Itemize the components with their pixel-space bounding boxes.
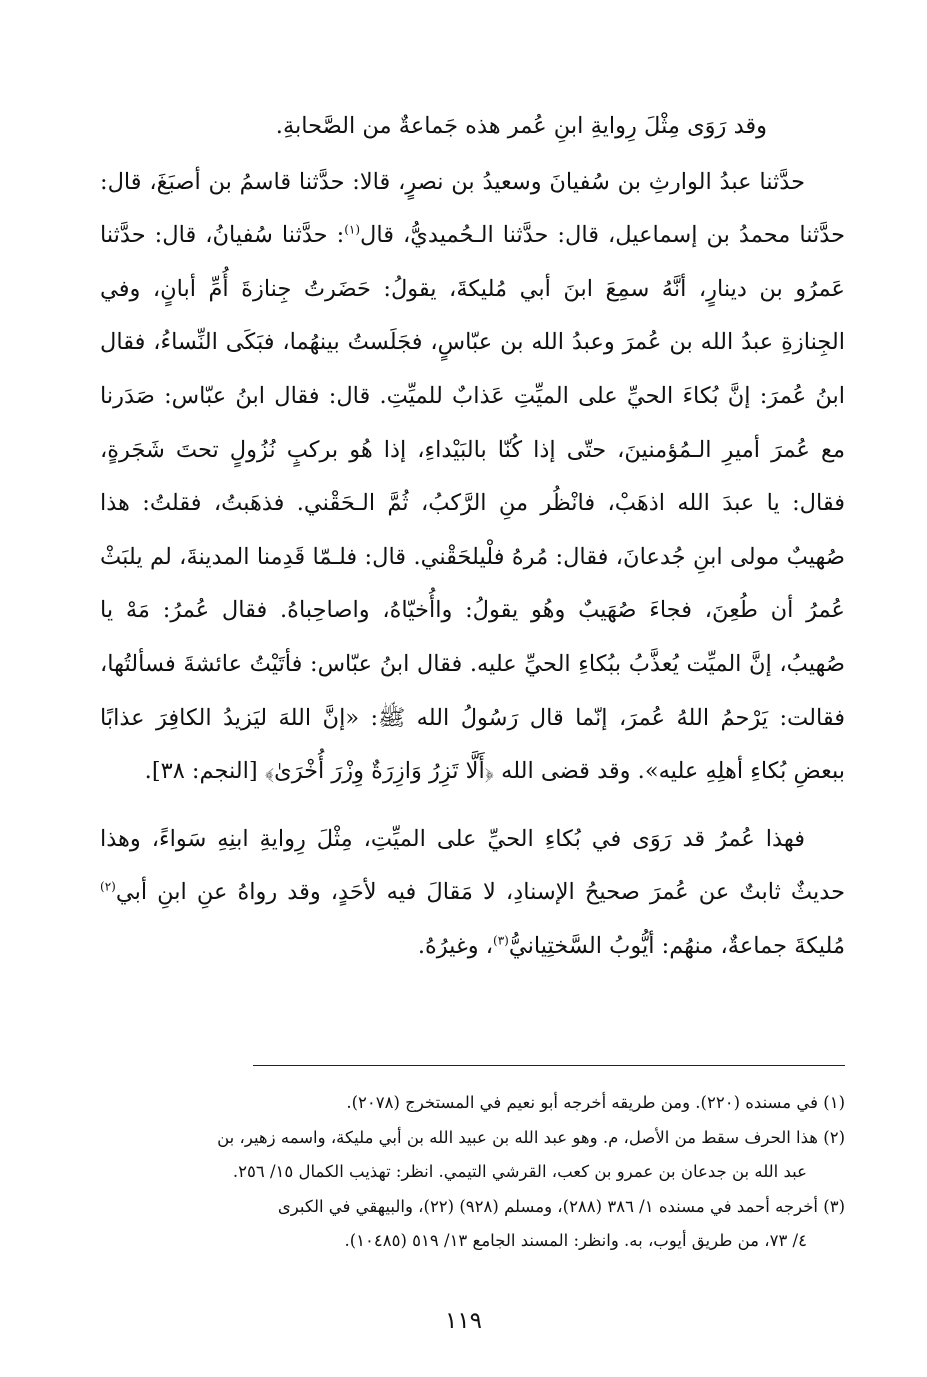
hadith-text-rest: : حدَّثنا سُفيانُ، قال: حدَّثنا عَمرُو بن دينارٍ، أنَّهُ سمِعَ ابنَ أبي مُليكةَ، يقولُ: حَضَرتُ جِنازةَ أُمِّ أبانٍ، وفي الجِنازةِ عبدُ الله بن عُمرَ وعبدُ الله بن عبّاسٍ، فجَلَستُ بينهُما، فبَكَى النِّساءُ، فقال ابنُ عُمرَ: إنَّ بُكاءَ الحيِّ على الميِّتِ عَذابٌ للميِّتِ. قال: فقال ابنُ عبّاس: صَدَرنا مع عُمرَ أميرِ الـمُؤمنينَ، حتّى إذا كُنّا بالبَيْداءِ، إذا هُو بركبٍ نُزُولٍ تحتَ شَجَرةٍ، فقال: يا عبدَ الله اذهَبْ، فانْظُر منِ الرَّكبُ، ثُمَّ الـحَقْني. فذهَبتُ، فقلتُ: هذا صُهيبٌ مولى ابنِ جُدعانَ، فقال: مُرهُ فلْيلحَقْني. قال: فلـمّا قَدِمنا المدينةَ، لم يلبَثْ عُمرُ أن طُعِنَ، فجاءَ صُهَيبٌ وهُو يقولُ: واأُخيّاهُ، واصاحِباهُ. فقال عُمرُ: مَهْ يا صُهيبُ، إنَّ الميِّت يُعذَّبُ ببُكاءِ الحيِّ عليه. فقال ابنُ عبّاس: فأتَيْتُ عائشةَ فسألتُها، فقالت: يَرْحمُ اللهُ عُمرَ، إنّما قال رَسُولُ الله ﷺ: «إنَّ اللهَ ليَزيدُ الكافِرَ عذابًا ببعضِ بُكاءِ أهلِهِ عليه». وقد قضى الله ﴿أَلَّا تَزِرُ وَازِرَةٌ وِزْرَ أُخْرَىٰ﴾ [النجم: ٣٨]. [100, 222, 845, 785]
page-number: ١١٩ [444, 1308, 483, 1334]
footnote-ref-1: (١) [344, 222, 361, 237]
footnote-ref-2: (٢) [100, 879, 116, 894]
hadith-paragraph [100, 156, 845, 799]
intro-line: وقد رَوَى مِثْلَ رِوايةِ ابنِ عُمر هذه جَماعةٌ من الصَّحابةِ. [275, 113, 767, 139]
closing-text-2: مُليكةَ جماعةٌ، منهُم: أيُّوبُ السَّختِيانيُّ [508, 932, 845, 959]
footnote-2: (٢) هذا الحرف سقط من الأصل، م. وهو عبد الله بن عبيد الله بن أبي مليكة، واسمه زهير، بن [217, 1127, 845, 1147]
footnote-divider [253, 1065, 845, 1066]
footnote-3-continued: ٤/ ٧٣، من طريق أيوب، به. وانظر: المسند الجامع ١٣/ ٥١٩ (١٠٤٨٥). [344, 1231, 807, 1250]
footnote-1: (١) في مسنده (٢٢٠). ومن طريقه أخرجه أبو نعيم في المستخرج (٢٠٧٨). [346, 1093, 845, 1112]
footnote-3: (٣) أخرجه أحمد في مسنده ١/ ٣٨٦ (٢٨٨)، ومسلم (٩٢٨) (٢٢)، والبيهقي في الكبرى [277, 1196, 845, 1216]
footnote-ref-3: (٣) [493, 933, 509, 948]
closing-text-3: ، وغيرُهُ. [417, 932, 494, 959]
footnote-2-continued: عبد الله بن جدعان بن عمرو بن كعب، القرشي التيمي. انظر: تهذيب الكمال ١٥/ ٢٥٦. [232, 1162, 807, 1181]
closing-text-1: فهذا عُمرُ قد رَوَى في بُكاءِ الحيِّ على الميِّتِ، مِثْلَ رِوايةِ ابنِهِ سَواءً، وهذا حديثٌ ثابتٌ عن عُمرَ صحيحُ الإسنادِ، لا مَقالَ فيه لأحَدٍ، وقد رواهُ عنِ ابنِ أبي [100, 825, 845, 906]
footnotes [100, 1086, 845, 1259]
closing-paragraph [100, 813, 845, 974]
hadith-text-start: حدَّثنا عبدُ الوارثِ بن سُفيانَ وسعيدُ بن نصرٍ، قالا: حدَّثنا قاسمُ بن أصبَغَ، قال: حدَّثنا محمدُ بن إسماعيل، قال: حدَّثنا الـحُميديُّ، قال [100, 168, 845, 249]
main-text [100, 100, 845, 974]
